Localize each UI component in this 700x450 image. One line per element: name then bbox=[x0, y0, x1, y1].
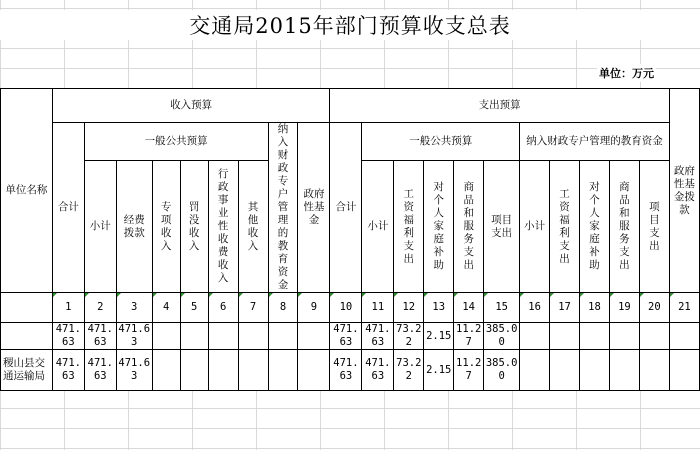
column-number: 12 bbox=[394, 293, 424, 323]
column-number: 16 bbox=[520, 293, 550, 323]
table-cell: 11.27 bbox=[454, 350, 484, 391]
table-cell bbox=[152, 323, 180, 350]
header-income-other: 其他收入 bbox=[238, 161, 268, 293]
table-cell bbox=[580, 323, 610, 350]
header-income-total: 合计 bbox=[52, 123, 84, 293]
table-cell bbox=[669, 323, 699, 350]
header-exp2-personal: 对个人家庭补助 bbox=[580, 161, 610, 293]
column-number: 4 bbox=[152, 293, 180, 323]
table-cell: 11.27 bbox=[454, 323, 484, 350]
table-cell bbox=[669, 350, 699, 391]
header-income-gov-fund: 政府性基金 bbox=[298, 123, 330, 293]
header-expense-budget: 支出预算 bbox=[330, 89, 669, 123]
table-cell bbox=[520, 323, 550, 350]
table-cell: 2.15 bbox=[424, 350, 454, 391]
table-cell bbox=[520, 350, 550, 391]
table-cell bbox=[238, 350, 268, 391]
header-income-fines: 罚没收入 bbox=[180, 161, 208, 293]
column-number-row bbox=[1, 293, 700, 323]
column-number: 20 bbox=[639, 293, 669, 323]
header-expense-special-account: 纳入财政专户管理的教育资金 bbox=[520, 123, 670, 161]
table-cell bbox=[238, 323, 268, 350]
column-number: 13 bbox=[424, 293, 454, 323]
header-expense-total: 合计 bbox=[330, 123, 362, 293]
table-cell: 471.63 bbox=[52, 323, 84, 350]
table-cell bbox=[180, 323, 208, 350]
header-exp2-wages: 工资福利支出 bbox=[550, 161, 580, 293]
table-cell: 471.63 bbox=[84, 350, 116, 391]
header-exp-goods: 商品和服务支出 bbox=[454, 161, 484, 293]
table-cell: 471.63 bbox=[362, 350, 394, 391]
table-cell bbox=[580, 350, 610, 391]
column-number: 21 bbox=[669, 293, 699, 323]
table-cell: 471.63 bbox=[330, 323, 362, 350]
table-cell: 471.63 bbox=[52, 350, 84, 391]
header-income-budget: 收入预算 bbox=[52, 89, 330, 123]
table-row bbox=[1, 350, 700, 391]
header-exp-wages: 工资福利支出 bbox=[394, 161, 424, 293]
column-number: 2 bbox=[84, 293, 116, 323]
column-number: 15 bbox=[484, 293, 520, 323]
row-unit-name: 稷山县交通运输局 bbox=[1, 350, 53, 391]
column-number: 17 bbox=[550, 293, 580, 323]
header-exp-subtotal: 小计 bbox=[362, 161, 394, 293]
column-number: 11 bbox=[362, 293, 394, 323]
column-number: 5 bbox=[180, 293, 208, 323]
header-exp-project: 项目支出 bbox=[484, 161, 520, 293]
header-exp2-subtotal: 小计 bbox=[520, 161, 550, 293]
column-number: 7 bbox=[238, 293, 268, 323]
table-cell bbox=[609, 323, 639, 350]
table-cell: 385.00 bbox=[484, 323, 520, 350]
row-unit-name bbox=[1, 323, 53, 350]
column-number-blank bbox=[1, 293, 53, 323]
table-cell bbox=[298, 350, 330, 391]
unit-label: 单位：万元 bbox=[597, 64, 656, 82]
table-cell bbox=[152, 350, 180, 391]
table-cell bbox=[550, 323, 580, 350]
table-cell: 471.63 bbox=[330, 350, 362, 391]
header-income-special: 专项收入 bbox=[152, 161, 180, 293]
table-cell bbox=[298, 323, 330, 350]
column-number: 19 bbox=[609, 293, 639, 323]
header-gov-fund-allocation: 政府性基金拨款 bbox=[669, 89, 699, 293]
table-cell: 73.22 bbox=[394, 323, 424, 350]
report-title: 交通局2015年部门预算收支总表 bbox=[0, 10, 700, 40]
table-cell bbox=[639, 323, 669, 350]
table-cell bbox=[208, 350, 238, 391]
table-cell: 471.63 bbox=[84, 323, 116, 350]
column-number: 18 bbox=[580, 293, 610, 323]
header-income-general: 一般公共预算 bbox=[84, 123, 268, 161]
table-cell bbox=[550, 350, 580, 391]
column-number: 6 bbox=[208, 293, 238, 323]
table-cell: 73.22 bbox=[394, 350, 424, 391]
table-cell: 471.63 bbox=[116, 350, 152, 391]
header-exp-personal: 对个人家庭补助 bbox=[424, 161, 454, 293]
column-number: 10 bbox=[330, 293, 362, 323]
column-number: 3 bbox=[116, 293, 152, 323]
table-cell bbox=[639, 350, 669, 391]
header-income-special-account: 纳入财政专户管理的教育资金 bbox=[268, 123, 298, 293]
table-cell: 385.00 bbox=[484, 350, 520, 391]
header-exp2-project: 项目支出 bbox=[639, 161, 669, 293]
table-cell: 471.63 bbox=[116, 323, 152, 350]
header-income-subtotal: 小计 bbox=[84, 161, 116, 293]
header-unit-name: 单位名称 bbox=[1, 89, 53, 293]
table-cell bbox=[609, 350, 639, 391]
column-number: 1 bbox=[52, 293, 84, 323]
header-expense-general: 一般公共预算 bbox=[362, 123, 520, 161]
column-number: 9 bbox=[298, 293, 330, 323]
header-income-funds: 经费拨款 bbox=[116, 161, 152, 293]
table-cell bbox=[268, 350, 298, 391]
column-number: 14 bbox=[454, 293, 484, 323]
header-exp2-goods: 商品和服务支出 bbox=[609, 161, 639, 293]
table-cell bbox=[180, 350, 208, 391]
table-cell bbox=[268, 323, 298, 350]
column-number: 8 bbox=[268, 293, 298, 323]
header-income-admin-fees: 行政事业性收费收入 bbox=[208, 161, 238, 293]
table-row bbox=[1, 323, 700, 350]
budget-table bbox=[0, 88, 700, 391]
table-cell: 471.63 bbox=[362, 323, 394, 350]
table-cell bbox=[208, 323, 238, 350]
table-cell: 2.15 bbox=[424, 323, 454, 350]
